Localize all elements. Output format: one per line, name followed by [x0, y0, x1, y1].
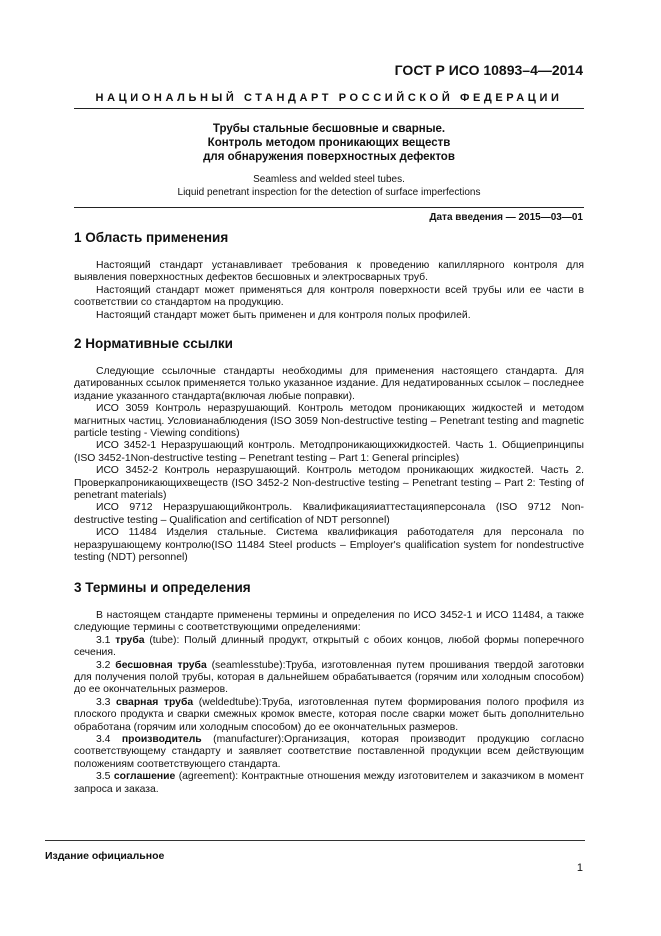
term: производитель [121, 734, 202, 746]
reference-iso-3452-1: ИСО 3452-1 Неразрушающий контроль. Методпроникающихжидкостей. Часть 1. Общиепринципы (ISO 3452-1Non-destructive testing – Penetrant testing – Part 1: General principles) [74, 440, 584, 464]
paragraph: В настоящем стандарте применены термины и определения по ИСО 3452-1 и ИСО 11484, а также следующие термины с соответствующими определениями: [74, 610, 584, 634]
title-line-1: Трубы стальные бесшовные и сварные. [212, 123, 446, 135]
term-definition: 3.3 сварная труба (weldedtube):Труба, изготовленная путем формирования полого профиля из плоского продукта и сварки смежных кромок вместе, которая после сварки может быть дополнительно обработана (горячим или холодным способом) до ее окончательных размеров. [74, 696, 584, 733]
paragraph: Настоящий стандарт может применяться для контроля поверхности всей трубы или ее части в соответствии со стандартом на продукцию. [74, 284, 584, 309]
reference-iso-11484: ИСО 11484 Изделия стальные. Система квалификация работодателя для персонала по неразрушающему контролю(ISO 11484 Steel products – Employer's qualification system for nondestructive testing (NDT) personnel) [74, 527, 584, 564]
term: бесшовная труба [115, 659, 207, 671]
term: сварная труба [116, 696, 194, 708]
section-1-body [74, 260, 584, 322]
section-2-heading: 2 Нормативные ссылки [74, 336, 233, 351]
english-title [74, 174, 584, 199]
section-2-body [74, 366, 584, 565]
paragraph: Следующие ссылочные стандарты необходимы для применения настоящего стандарта. Для датированных ссылок применяется только указанное издание. Для недатированных ссылок – последнее издание указанного стандарта(включая любые поправки). [74, 366, 584, 402]
term-definition: 3.5 соглашение (agreement): Контрактные отношения между изготовителем и заказчиком в момент запроса и заказа. [74, 771, 585, 795]
standard-number: ГОСТ Р ИСО 10893–4—2014 [394, 62, 583, 78]
term-definition: 3.1 труба (tube): Полый длинный продукт, открытый с обоих концов, любой формы поперечного сечения. [74, 634, 584, 659]
title-line-2: Контроль методом проникающих веществ [207, 137, 451, 149]
title-line-3: для обнаружения поверхностных дефектов [203, 151, 455, 163]
section-1-heading: 1 Область применения [74, 230, 229, 245]
en-title-line-2: Liquid penetrant inspection for the detection of surface imperfections [177, 186, 481, 198]
en-title-line-1: Seamless and welded steel tubes. [253, 174, 405, 185]
date-rule [74, 207, 584, 208]
term: соглашение [113, 771, 176, 783]
paragraph: Настоящий стандарт может быть применен и для контроля полых профилей. [96, 309, 471, 321]
effective-date: Дата введения — 2015—03—01 [429, 212, 583, 223]
reference-iso-9712: ИСО 9712 Неразрушающийконтроль. Квалификацияиаттестацияперсонала (ISO 9712 Non-destructive testing – Qualification and certification of NDT personnel) [74, 502, 584, 526]
reference-iso-3059: ИСО 3059 Контроль неразрушающий. Контроль методом проникающих жидкостей и методом магнитных частиц. Условианаблюдения (ISO 3059 Non-destructive testing – Penetrant testing and magnetic particle testing - Viewing conditions) [74, 403, 584, 440]
page-number: 1 [576, 862, 583, 874]
paragraph: Настоящий стандарт устанавливает требования к проведению капиллярного контроля для выявления поверхностных дефектов бесшовных и электросварных труб. [74, 260, 584, 284]
section-3-heading: 3 Термины и определения [74, 580, 251, 595]
reference-iso-3452-2: ИСО 3452-2 Контроль неразрушающий. Контроль методом проникающих жидкостей. Часть 2. Проверкапроникающихвеществ (ISO 3452-2 Non-destructive testing – Penetrant testing – Part 2: Testing of penetrant materials) [74, 465, 584, 502]
official-edition-label: Издание официальное [45, 850, 165, 862]
footer-rule [45, 840, 585, 841]
national-standard-banner: НАЦИОНАЛЬНЫЙ СТАНДАРТ РОССИЙСКОЙ ФЕДЕРАЦИИ [95, 92, 563, 104]
term-definition: 3.4 производитель (manufacturer):Организация, которая производит продукцию согласно соответствующему стандарту и заявляет соответствие поставленной продукции всем действующим положениям соответствующего стандарта. [74, 734, 584, 770]
term-definition: 3.2 бесшовная труба (seamlesstube):Труба, изготовленная путем прошивания твердой заготовки для получения полой трубы, которая в дальнейшем обрабатывается (горячим или холодным способом) до ее окончательных размеров. [74, 659, 585, 696]
section-3-body [74, 610, 584, 796]
section-2 [74, 338, 584, 350]
banner-rule [74, 108, 584, 109]
section-3 [74, 582, 584, 594]
section-1 [74, 232, 584, 244]
russian-title [74, 122, 584, 164]
term: труба [115, 634, 145, 646]
